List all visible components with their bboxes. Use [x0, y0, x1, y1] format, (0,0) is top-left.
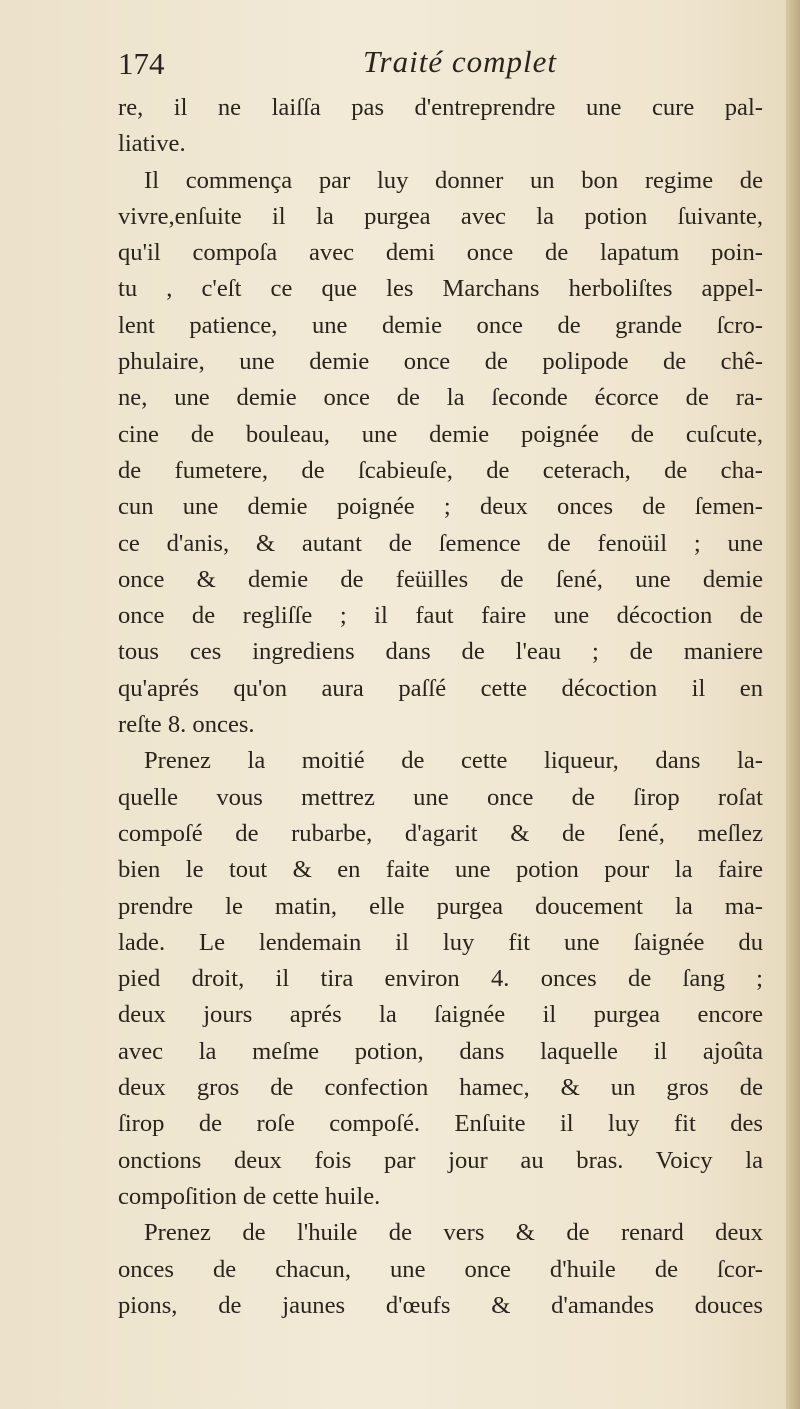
text-line: de fumetere, de ſcabieuſe, de ceterach, de cha-	[118, 456, 763, 484]
text-line: quelle vous mettrez une once de ſirop roſat	[118, 783, 763, 811]
text-line: ce d'anis, & autant de ſemence de fenoüil ; une	[118, 529, 763, 557]
text-line: onctions deux fois par jour au bras. Voicy la	[118, 1146, 763, 1174]
text-line: prendre le matin, elle purgea doucement la ma-	[118, 892, 763, 920]
text-line: qu'il compoſa avec demi once de lapatum poin-	[118, 239, 763, 267]
text-line: phulaire, une demie once de polipode de chê-	[118, 348, 763, 376]
text-line: Prenez de l'huile de vers & de renard deux	[144, 1219, 763, 1247]
paragraph	[118, 90, 763, 163]
text-line: Il commença par luy donner un bon regime de	[144, 166, 763, 194]
text-line: liative.	[118, 130, 186, 158]
text-column	[118, 42, 763, 1324]
text-line: onces de chacun, une once d'huile de ſcor-	[118, 1255, 763, 1283]
text-line: ne, une demie once de la ſeconde écorce de ra-	[118, 384, 763, 412]
page-edge	[786, 0, 800, 1409]
text-line: ſirop de roſe compoſé. Enſuite il luy fit des	[118, 1110, 763, 1138]
text-line: tu , c'eſt ce que les Marchans herboliſtes appel-	[118, 275, 763, 303]
text-line: deux jours aprés la ſaignée il purgea encore	[118, 1001, 763, 1029]
paragraph	[118, 743, 763, 1215]
text-line: compoſé de rubarbe, d'agarit & de ſené, meſlez	[118, 819, 763, 847]
text-line: tous ces ingrediens dans de l'eau ; de maniere	[118, 638, 763, 666]
text-line: vivre,enſuite il la purgea avec la potion ſuivante,	[118, 202, 763, 230]
text-line: cun une demie poignée ; deux onces de ſemen-	[118, 493, 763, 521]
paragraph	[118, 1215, 763, 1324]
text-line: once de regliſſe ; il faut faire une décoction de	[118, 602, 763, 630]
page-header	[118, 42, 763, 90]
text-line: re, il ne laiſſa pas d'entreprendre une cure pal-	[118, 94, 763, 121]
text-line: reſte 8. onces.	[118, 711, 255, 739]
text-line: bien le tout & en faite une potion pour la faire	[118, 856, 763, 884]
paragraph	[118, 163, 763, 744]
text-line: compoſition de cette huile.	[118, 1182, 381, 1210]
text-line: Prenez la moitié de cette liqueur, dans la-	[144, 747, 763, 775]
text-line: lade. Le lendemain il luy fit une ſaignée du	[118, 928, 763, 956]
body-text	[118, 90, 763, 1324]
page-number: 174	[118, 46, 165, 81]
text-line: cine de bouleau, une demie poignée de cuſcute,	[118, 420, 763, 448]
text-line: deux gros de confection hamec, & un gros de	[118, 1074, 763, 1102]
text-line: avec la meſme potion, dans laquelle il ajoûta	[118, 1037, 763, 1065]
running-title: Traité complet	[363, 44, 557, 79]
text-line: lent patience, une demie once de grande ſcro-	[118, 311, 763, 339]
text-line: once & demie de feüilles de ſené, une demie	[118, 565, 763, 593]
text-line: pied droit, il tira environ 4. onces de ſang ;	[118, 965, 763, 993]
text-line: pions, de jaunes d'œufs & d'amandes douces	[118, 1291, 763, 1319]
text-line: qu'aprés qu'on aura paſſé cette décoction il en	[118, 674, 763, 702]
